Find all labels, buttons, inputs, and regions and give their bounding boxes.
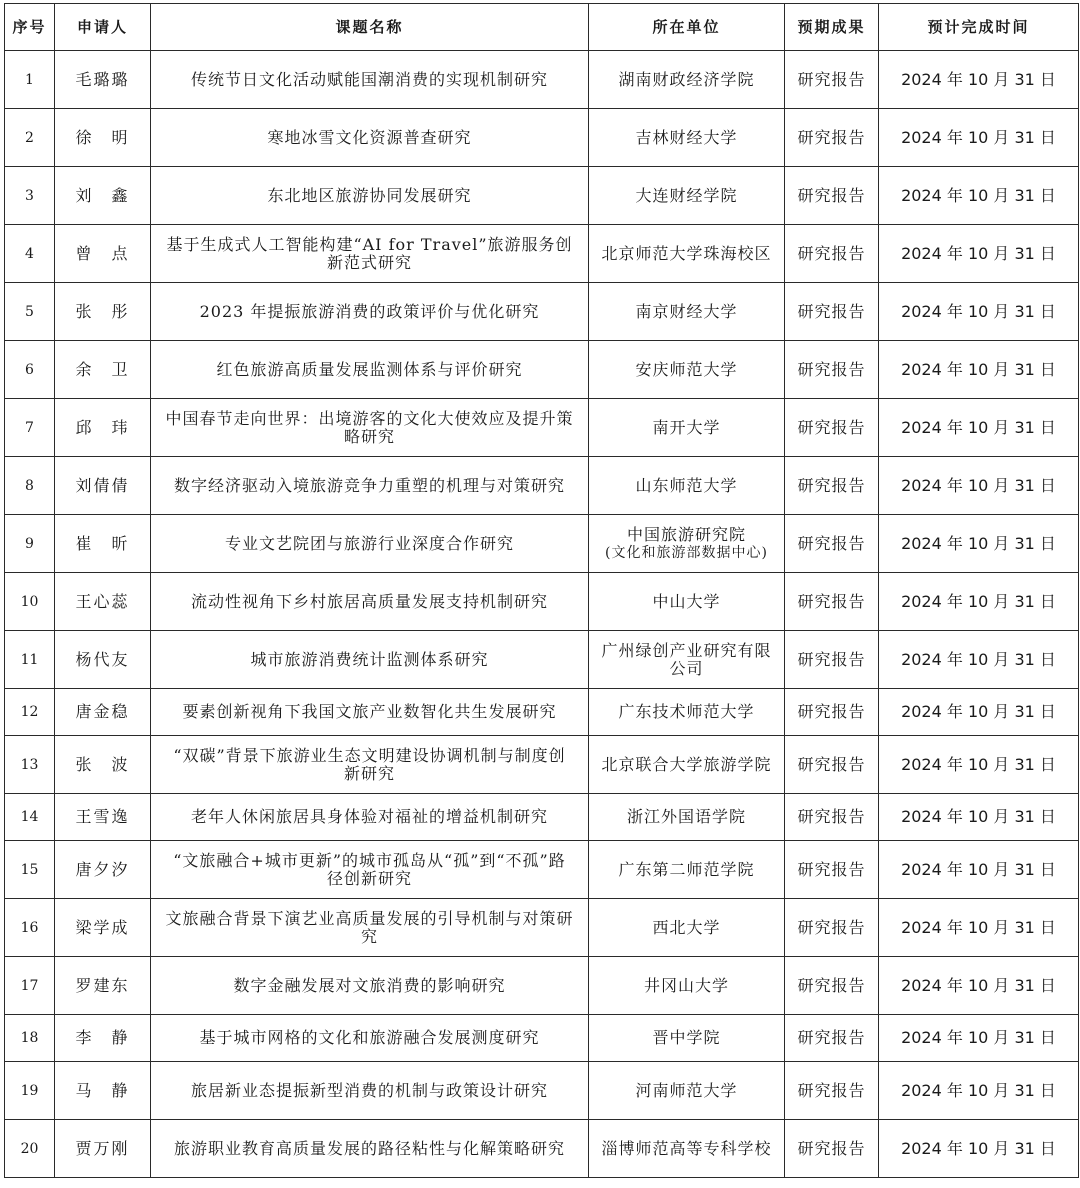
project-title: 文旅融合背景下演艺业高质量发展的引导机制与对策研究 (151, 899, 589, 957)
expected-outcome: 研究报告 (785, 515, 879, 573)
completion-date: 2024 年 10 月 31 日 (879, 841, 1079, 899)
expected-outcome: 研究报告 (785, 841, 879, 899)
table-row (5, 689, 1079, 736)
applicant-name: 杨代友 (55, 631, 151, 689)
completion-date: 2024 年 10 月 31 日 (879, 515, 1079, 573)
header-outcome: 预期成果 (785, 4, 879, 51)
completion-date: 2024 年 10 月 31 日 (879, 1015, 1079, 1062)
institution (589, 689, 785, 736)
institution-name: 中山大学 (652, 591, 721, 611)
project-title: 寒地冰雪文化资源普查研究 (151, 109, 589, 167)
institution (589, 457, 785, 515)
row-number: 13 (5, 736, 55, 794)
project-title: 数字经济驱动入境旅游竞争力重塑的机理与对策研究 (151, 457, 589, 515)
table-row (5, 794, 1079, 841)
completion-date: 2024 年 10 月 31 日 (879, 283, 1079, 341)
table-row (5, 51, 1079, 109)
expected-outcome: 研究报告 (785, 399, 879, 457)
institution (589, 225, 785, 283)
institution-name: 南开大学 (652, 417, 721, 437)
row-number: 16 (5, 899, 55, 957)
table-row (5, 399, 1079, 457)
applicant-name: 徐 明 (55, 109, 151, 167)
row-number: 8 (5, 457, 55, 515)
institution (589, 957, 785, 1015)
project-title: 数字金融发展对文旅消费的影响研究 (151, 957, 589, 1015)
completion-date: 2024 年 10 月 31 日 (879, 631, 1079, 689)
applicant-name: 崔 昕 (55, 515, 151, 573)
header-title: 课题名称 (151, 4, 589, 51)
completion-date: 2024 年 10 月 31 日 (879, 399, 1079, 457)
applicant-name: 王心蕊 (55, 573, 151, 631)
project-title: 中国春节走向世界：出境游客的文化大使效应及提升策略研究 (151, 399, 589, 457)
applicant-name: 邱 玮 (55, 399, 151, 457)
table-row (5, 1120, 1079, 1178)
project-title: 城市旅游消费统计监测体系研究 (151, 631, 589, 689)
institution-name: 晋中学院 (652, 1028, 721, 1047)
table-row (5, 109, 1079, 167)
expected-outcome: 研究报告 (785, 225, 879, 283)
table-row (5, 631, 1079, 689)
header-no: 序号 (5, 4, 55, 51)
institution-name: 中国旅游研究院 (626, 524, 746, 544)
institution-name: 河南师范大学 (635, 1080, 738, 1100)
institution-name: 北京联合大学旅游学院 (601, 754, 772, 774)
applicant-name: 唐金稳 (55, 689, 151, 736)
project-title: 流动性视角下乡村旅居高质量发展支持机制研究 (151, 573, 589, 631)
expected-outcome: 研究报告 (785, 1015, 879, 1062)
institution-name: 山东师范大学 (635, 475, 738, 495)
table-row (5, 736, 1079, 794)
row-number: 2 (5, 109, 55, 167)
table-row (5, 167, 1079, 225)
institution (589, 1120, 785, 1178)
institution-name: 湖南财政经济学院 (618, 69, 755, 89)
completion-date: 2024 年 10 月 31 日 (879, 341, 1079, 399)
table-row (5, 573, 1079, 631)
row-number: 17 (5, 957, 55, 1015)
applicant-name: 王雪逸 (55, 794, 151, 841)
table-row (5, 341, 1079, 399)
institution-name: 西北大学 (652, 917, 721, 937)
completion-date: 2024 年 10 月 31 日 (879, 573, 1079, 631)
completion-date: 2024 年 10 月 31 日 (879, 109, 1079, 167)
expected-outcome: 研究报告 (785, 341, 879, 399)
institution (589, 1062, 785, 1120)
institution-name: 广东第二师范学院 (618, 859, 755, 879)
applicant-name: 张 波 (55, 736, 151, 794)
expected-outcome: 研究报告 (785, 167, 879, 225)
expected-outcome: 研究报告 (785, 736, 879, 794)
project-title: 专业文艺院团与旅游行业深度合作研究 (151, 515, 589, 573)
applicant-name: 张 彤 (55, 283, 151, 341)
table-row (5, 225, 1079, 283)
table-row (5, 841, 1079, 899)
institution (589, 515, 785, 573)
header-unit: 所在单位 (589, 4, 785, 51)
applicant-name: 贾万刚 (55, 1120, 151, 1178)
applicant-name: 毛璐璐 (55, 51, 151, 109)
projects-table (4, 3, 1079, 1178)
expected-outcome: 研究报告 (785, 899, 879, 957)
table-row (5, 1015, 1079, 1062)
project-title: 2023 年提振旅游消费的政策评价与优化研究 (151, 283, 589, 341)
applicant-name: 马 静 (55, 1062, 151, 1120)
table-row (5, 457, 1079, 515)
row-number: 14 (5, 794, 55, 841)
applicant-name: 曾 点 (55, 225, 151, 283)
completion-date: 2024 年 10 月 31 日 (879, 225, 1079, 283)
row-number: 1 (5, 51, 55, 109)
institution (589, 109, 785, 167)
row-number: 9 (5, 515, 55, 573)
row-number: 18 (5, 1015, 55, 1062)
expected-outcome: 研究报告 (785, 689, 879, 736)
institution (589, 341, 785, 399)
expected-outcome: 研究报告 (785, 1120, 879, 1178)
project-title: 传统节日文化活动赋能国潮消费的实现机制研究 (151, 51, 589, 109)
institution (589, 1015, 785, 1062)
completion-date: 2024 年 10 月 31 日 (879, 794, 1079, 841)
expected-outcome: 研究报告 (785, 794, 879, 841)
institution (589, 841, 785, 899)
institution-name: 北京师范大学珠海校区 (601, 243, 772, 263)
institution (589, 399, 785, 457)
institution (589, 167, 785, 225)
header-row (5, 4, 1079, 51)
header-date: 预计完成时间 (879, 4, 1079, 51)
expected-outcome: 研究报告 (785, 51, 879, 109)
expected-outcome: 研究报告 (785, 573, 879, 631)
completion-date: 2024 年 10 月 31 日 (879, 1120, 1079, 1178)
table-row (5, 515, 1079, 573)
project-title: 老年人休闲旅居具身体验对福祉的增益机制研究 (151, 794, 589, 841)
expected-outcome: 研究报告 (785, 631, 879, 689)
project-title: 基于生成式人工智能构建“AI for Travel”旅游服务创新范式研究 (151, 225, 589, 283)
project-title: 基于城市网格的文化和旅游融合发展测度研究 (151, 1015, 589, 1062)
completion-date: 2024 年 10 月 31 日 (879, 689, 1079, 736)
row-number: 15 (5, 841, 55, 899)
institution-name: 淄博师范高等专科学校 (601, 1138, 772, 1158)
institution-name: 井冈山大学 (643, 975, 729, 995)
applicant-name: 刘 鑫 (55, 167, 151, 225)
institution-name: 南京财经大学 (635, 301, 738, 321)
applicant-name: 刘倩倩 (55, 457, 151, 515)
institution-name: 广东技术师范大学 (618, 702, 755, 721)
completion-date: 2024 年 10 月 31 日 (879, 736, 1079, 794)
institution-name: 大连财经学院 (635, 185, 738, 205)
applicant-name: 梁学成 (55, 899, 151, 957)
institution (589, 631, 785, 689)
applicant-name: 罗建东 (55, 957, 151, 1015)
institution (589, 283, 785, 341)
table-row (5, 283, 1079, 341)
institution (589, 736, 785, 794)
applicant-name: 余 卫 (55, 341, 151, 399)
header-applicant: 申请人 (55, 4, 151, 51)
institution (589, 899, 785, 957)
row-number: 12 (5, 689, 55, 736)
applicant-name: 李 静 (55, 1015, 151, 1062)
institution-name: 浙江外国语学院 (626, 807, 746, 826)
expected-outcome: 研究报告 (785, 109, 879, 167)
project-title: “双碳”背景下旅游业生态文明建设协调机制与制度创新研究 (151, 736, 589, 794)
row-number: 3 (5, 167, 55, 225)
row-number: 11 (5, 631, 55, 689)
project-title: 旅居新业态提振新型消费的机制与政策设计研究 (151, 1062, 589, 1120)
institution (589, 794, 785, 841)
applicant-name: 唐夕汐 (55, 841, 151, 899)
row-number: 19 (5, 1062, 55, 1120)
row-number: 6 (5, 341, 55, 399)
table-row (5, 1062, 1079, 1120)
project-title: 东北地区旅游协同发展研究 (151, 167, 589, 225)
institution-subtitle: (文化和旅游部数据中心) (605, 544, 768, 561)
completion-date: 2024 年 10 月 31 日 (879, 167, 1079, 225)
project-title: 红色旅游高质量发展监测体系与评价研究 (151, 341, 589, 399)
institution-name: 吉林财经大学 (635, 127, 738, 147)
institution-name: 广州绿创产业研究有限公司 (601, 640, 772, 678)
completion-date: 2024 年 10 月 31 日 (879, 957, 1079, 1015)
table-row (5, 957, 1079, 1015)
completion-date: 2024 年 10 月 31 日 (879, 51, 1079, 109)
expected-outcome: 研究报告 (785, 1062, 879, 1120)
table-row (5, 899, 1079, 957)
completion-date: 2024 年 10 月 31 日 (879, 1062, 1079, 1120)
project-title: “文旅融合+城市更新”的城市孤岛从“孤”到“不孤”路径创新研究 (151, 841, 589, 899)
institution (589, 51, 785, 109)
project-title: 要素创新视角下我国文旅产业数智化共生发展研究 (151, 689, 589, 736)
completion-date: 2024 年 10 月 31 日 (879, 457, 1079, 515)
expected-outcome: 研究报告 (785, 957, 879, 1015)
row-number: 10 (5, 573, 55, 631)
expected-outcome: 研究报告 (785, 457, 879, 515)
expected-outcome: 研究报告 (785, 283, 879, 341)
project-title: 旅游职业教育高质量发展的路径粘性与化解策略研究 (151, 1120, 589, 1178)
row-number: 5 (5, 283, 55, 341)
institution-name: 安庆师范大学 (635, 359, 738, 379)
row-number: 4 (5, 225, 55, 283)
row-number: 20 (5, 1120, 55, 1178)
institution (589, 573, 785, 631)
completion-date: 2024 年 10 月 31 日 (879, 899, 1079, 957)
row-number: 7 (5, 399, 55, 457)
